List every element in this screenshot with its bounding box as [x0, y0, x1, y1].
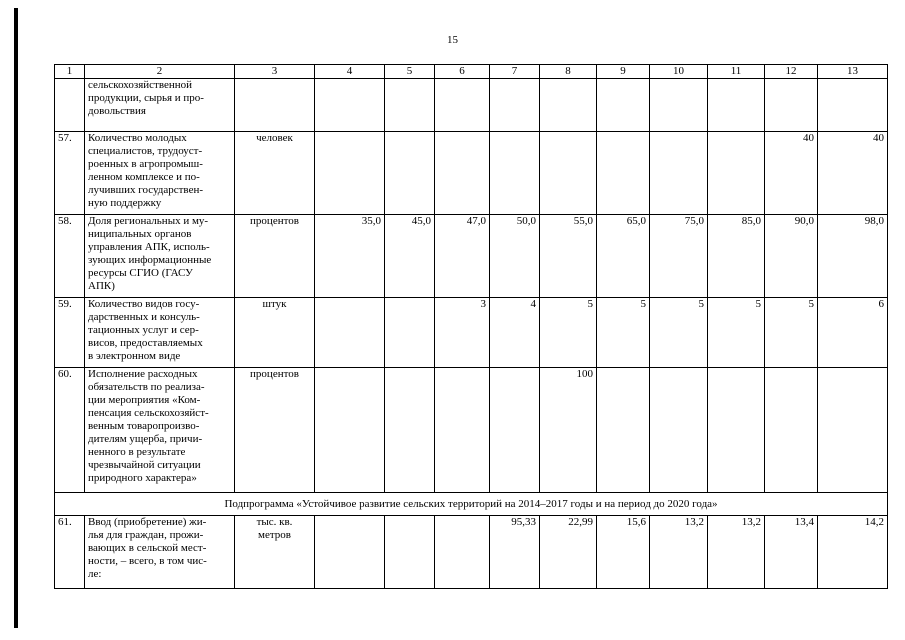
subprogram-row	[55, 493, 888, 516]
value-cell: 13,2	[708, 516, 765, 589]
value-cell	[315, 298, 385, 368]
value-cell: 4	[490, 298, 540, 368]
value-cell	[490, 368, 540, 493]
indicator-name-line: венным товаропроизво-	[88, 420, 200, 432]
indicator-name-line: сельскохозяйственной	[88, 79, 193, 91]
value-cell: 3	[435, 298, 490, 368]
value-cell	[435, 132, 490, 215]
table-header-row	[55, 65, 888, 79]
unit-line: процентов	[250, 368, 299, 380]
value-cell: 15,6	[597, 516, 650, 589]
indicator-name-line: Исполнение расходных	[88, 368, 198, 380]
unit-line: штук	[262, 298, 287, 310]
indicator-name	[85, 132, 235, 215]
indicator-name-line: ле:	[88, 568, 102, 580]
value-cell	[765, 368, 818, 493]
value-cell: 75,0	[650, 215, 708, 298]
value-cell	[385, 298, 435, 368]
header-cell: 12	[765, 65, 818, 79]
unit-cell	[235, 298, 315, 368]
value-cell	[435, 79, 490, 132]
value-cell: 55,0	[540, 215, 597, 298]
value-cell: 95,33	[490, 516, 540, 589]
indicator-name-line: специалистов, трудоуст-	[88, 145, 203, 157]
indicator-name-line: роенных в агропромыш-	[88, 158, 203, 170]
row-number	[55, 79, 85, 132]
value-cell	[650, 132, 708, 215]
header-cell: 9	[597, 65, 650, 79]
indicator-name-line: Количество видов госу-	[88, 298, 200, 310]
indicator-name-line: Доля региональных и му-	[88, 215, 209, 227]
value-cell: 45,0	[385, 215, 435, 298]
value-cell	[650, 368, 708, 493]
value-cell	[818, 79, 888, 132]
value-cell	[540, 132, 597, 215]
value-cell: 98,0	[818, 215, 888, 298]
value-cell: 35,0	[315, 215, 385, 298]
value-cell: 50,0	[490, 215, 540, 298]
value-cell: 65,0	[597, 215, 650, 298]
value-cell: 5	[597, 298, 650, 368]
indicator-name-line: висов, предоставляемых	[88, 337, 203, 349]
row-number: 61.	[55, 516, 85, 589]
table-row	[55, 298, 888, 368]
value-cell	[650, 79, 708, 132]
row-number: 60.	[55, 368, 85, 493]
indicators-table	[54, 64, 888, 589]
table-row	[55, 368, 888, 493]
unit-line: процентов	[250, 215, 299, 227]
table-row	[55, 215, 888, 298]
header-cell: 3	[235, 65, 315, 79]
row-number: 57.	[55, 132, 85, 215]
value-cell: 22,99	[540, 516, 597, 589]
value-cell	[540, 79, 597, 132]
subprogram-title: Подпрограмма «Устойчивое развитие сельских территорий на 2014–2017 годы и на период до 2020 года»	[55, 493, 888, 516]
value-cell	[597, 368, 650, 493]
header-cell: 1	[55, 65, 85, 79]
indicator-name-line: обязательств по реализа-	[88, 381, 205, 393]
indicator-name	[85, 79, 235, 132]
indicator-name-line: ниципальных органов	[88, 228, 192, 240]
table-row	[55, 132, 888, 215]
header-cell: 5	[385, 65, 435, 79]
header-cell: 10	[650, 65, 708, 79]
indicator-name-line: чрезвычайной ситуации	[88, 459, 201, 471]
value-cell	[315, 79, 385, 132]
page-number: 15	[447, 34, 458, 46]
header-cell: 4	[315, 65, 385, 79]
table-row	[55, 516, 888, 589]
indicator-name-line: ресурсы СГИО (ГАСУ	[88, 267, 193, 279]
header-cell: 11	[708, 65, 765, 79]
value-cell: 5	[650, 298, 708, 368]
header-cell: 2	[85, 65, 235, 79]
indicator-name-line: тационных услуг и сер-	[88, 324, 199, 336]
header-cell: 7	[490, 65, 540, 79]
indicator-name-line: Количество молодых	[88, 132, 187, 144]
indicator-name-line: лучивших государствен-	[88, 184, 203, 196]
row-number: 59.	[55, 298, 85, 368]
indicator-name-line: ции мероприятия «Ком-	[88, 394, 201, 406]
value-cell	[490, 79, 540, 132]
unit-line: тыс. кв.	[256, 516, 293, 528]
value-cell: 40	[818, 132, 888, 215]
value-cell	[597, 132, 650, 215]
header-cell: 8	[540, 65, 597, 79]
value-cell	[435, 516, 490, 589]
value-cell: 90,0	[765, 215, 818, 298]
value-cell	[385, 516, 435, 589]
value-cell	[385, 132, 435, 215]
value-cell: 5	[540, 298, 597, 368]
indicator-name-line: зующих информационные	[88, 254, 212, 266]
unit-cell	[235, 79, 315, 132]
indicator-name-line: дарственных и консуль-	[88, 311, 200, 323]
value-cell: 100	[540, 368, 597, 493]
indicator-name-line: Ввод (приобретение) жи-	[88, 516, 207, 528]
indicator-name-line: лья для граждан, прожи-	[88, 529, 204, 541]
unit-line: человек	[256, 132, 293, 144]
value-cell: 85,0	[708, 215, 765, 298]
left-margin-bar	[14, 8, 18, 628]
indicator-name-line: ности, – всего, в том чис-	[88, 555, 207, 567]
value-cell	[315, 368, 385, 493]
indicator-name	[85, 516, 235, 589]
indicator-name	[85, 298, 235, 368]
indicator-name-line: продукции, сырья и про-	[88, 92, 204, 104]
value-cell	[597, 79, 650, 132]
value-cell	[708, 132, 765, 215]
table-row	[55, 79, 888, 132]
value-cell: 5	[708, 298, 765, 368]
header-cell: 6	[435, 65, 490, 79]
value-cell	[490, 132, 540, 215]
value-cell: 40	[765, 132, 818, 215]
value-cell: 5	[765, 298, 818, 368]
unit-cell	[235, 368, 315, 493]
value-cell	[435, 368, 490, 493]
value-cell: 6	[818, 298, 888, 368]
unit-cell	[235, 215, 315, 298]
value-cell	[315, 132, 385, 215]
indicator-name-line: управления АПК, исполь-	[88, 241, 210, 253]
indicator-name-line: в электронном виде	[88, 350, 181, 362]
indicator-name-line: природного характера»	[88, 472, 197, 484]
unit-line: метров	[258, 529, 291, 541]
value-cell	[818, 368, 888, 493]
unit-cell	[235, 516, 315, 589]
value-cell	[315, 516, 385, 589]
indicator-name	[85, 368, 235, 493]
indicator-name-line: ненного в результате	[88, 446, 186, 458]
value-cell: 14,2	[818, 516, 888, 589]
value-cell	[385, 368, 435, 493]
header-cell: 13	[818, 65, 888, 79]
value-cell	[765, 79, 818, 132]
indicator-name-line: ную поддержку	[88, 197, 162, 209]
value-cell	[385, 79, 435, 132]
value-cell: 47,0	[435, 215, 490, 298]
value-cell: 13,2	[650, 516, 708, 589]
indicator-name-line: пенсация сельскохозяйст-	[88, 407, 209, 419]
indicator-name-line: довольствия	[88, 105, 146, 117]
value-cell: 13,4	[765, 516, 818, 589]
value-cell	[708, 368, 765, 493]
indicator-name	[85, 215, 235, 298]
indicator-name-line: вающих в сельской мест-	[88, 542, 207, 554]
value-cell	[708, 79, 765, 132]
indicator-name-line: АПК)	[88, 280, 115, 292]
indicator-name-line: дителям ущерба, причи-	[88, 433, 203, 445]
unit-cell	[235, 132, 315, 215]
indicator-name-line: ленном комплексе и по-	[88, 171, 200, 183]
row-number: 58.	[55, 215, 85, 298]
